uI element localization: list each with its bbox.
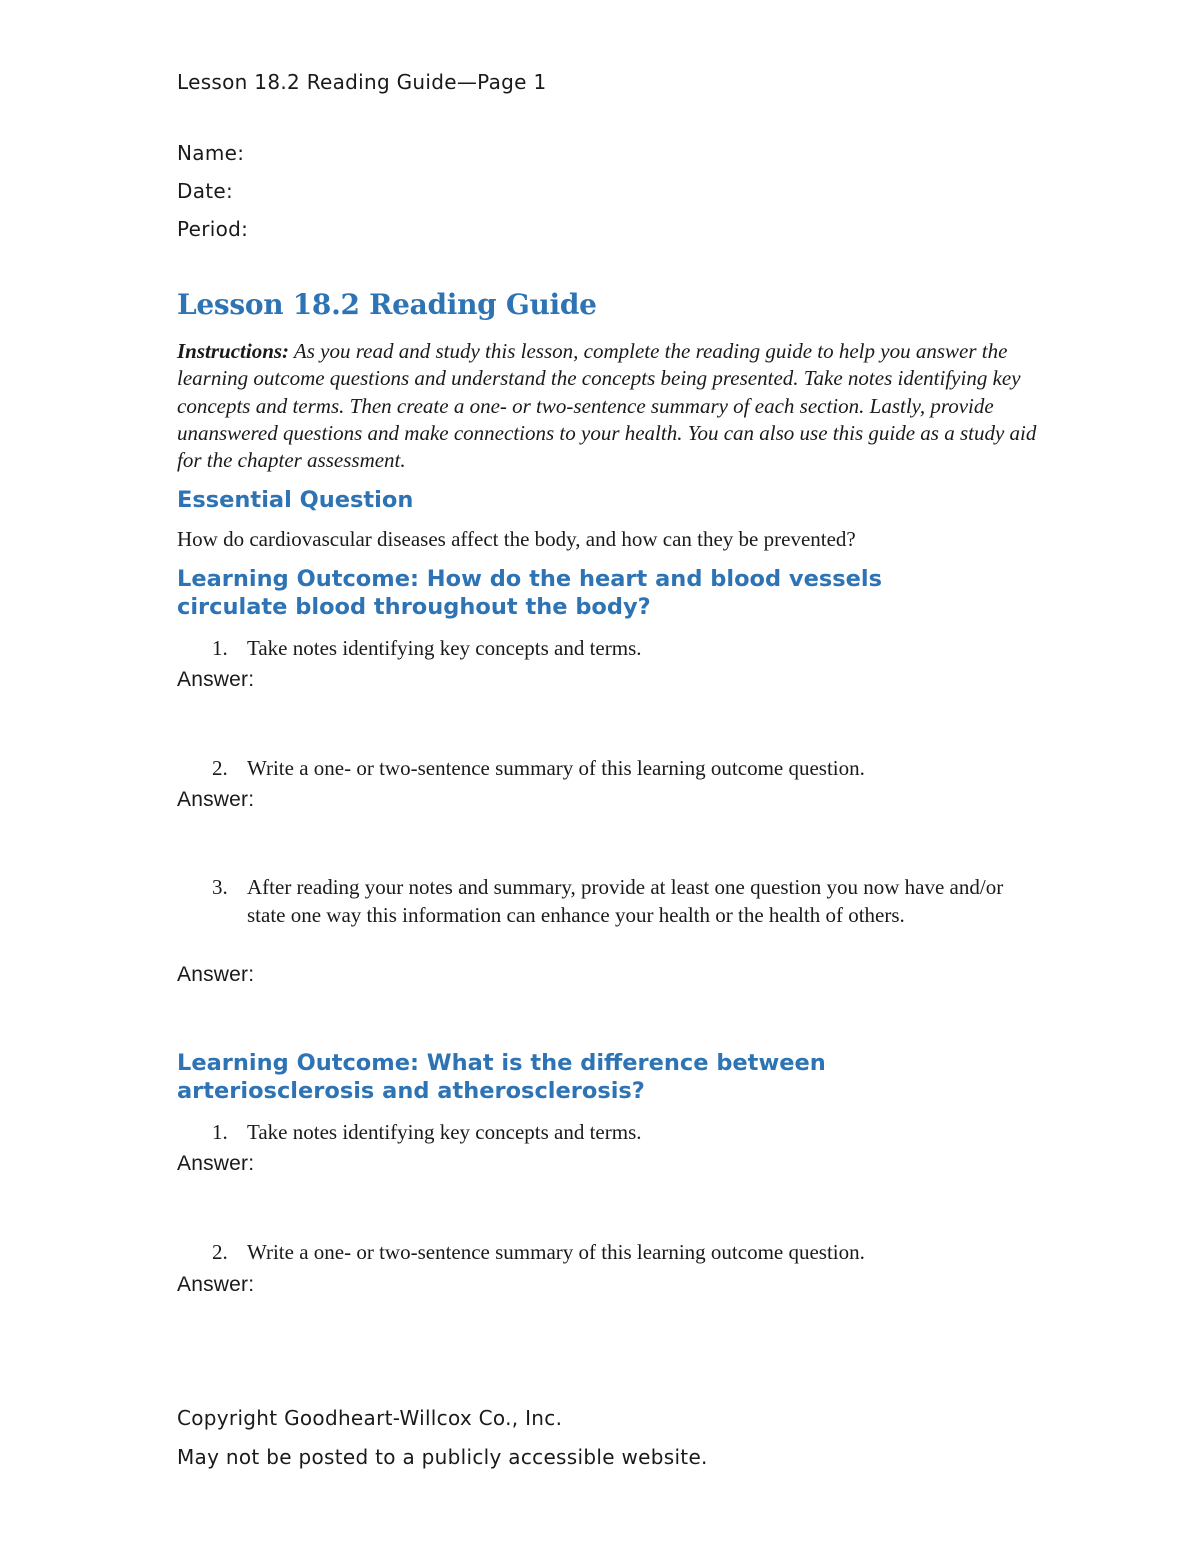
- instructions-paragraph: [177, 338, 1037, 474]
- list-item-text: Write a one- or two-sentence summary of this learning outcome question.: [247, 756, 865, 780]
- list-item-text: After reading your notes and summary, provide at least one question you now have and/or state one way this information can enhance your health or the health of others.: [247, 875, 1004, 927]
- list-item: [212, 1119, 1022, 1147]
- answer-label: Answer:: [177, 668, 255, 691]
- essential-question-heading: Essential Question: [177, 487, 414, 513]
- list-item-number: 1.: [212, 1120, 228, 1144]
- learning-outcome-2-heading-line1: Learning Outcome: What is the difference between: [177, 1050, 826, 1076]
- learning-outcome-2-heading-line2: arteriosclerosis and atherosclerosis?: [177, 1078, 645, 1104]
- instructions-lead: Instructions:: [177, 339, 290, 363]
- learning-outcome-1-heading-line2: circulate blood throughout the body?: [177, 594, 651, 620]
- answer-label: Answer:: [177, 1273, 255, 1296]
- period-field-label: Period:: [177, 217, 249, 241]
- list-item-number: 2.: [212, 756, 228, 780]
- list-item: [212, 1239, 1022, 1267]
- list-item: [212, 635, 1022, 663]
- list-item-text: Write a one- or two-sentence summary of this learning outcome question.: [247, 1240, 865, 1264]
- answer-label: Answer:: [177, 788, 255, 811]
- learning-outcome-1-heading-line1: Learning Outcome: How do the heart and blood vessels: [177, 566, 883, 592]
- answer-label: Answer:: [177, 963, 255, 986]
- copyright-notice: Copyright Goodheart-Willcox Co., Inc.: [177, 1406, 563, 1430]
- instructions-text: As you read and study this lesson, complete the reading guide to help you answer the learning outcome questions and understand the concepts being presented. Take notes identifying key concepts and terms. Then create a one- or two-sentence summary of each section. Lastly, provide unanswered questions and make connections to your health. You can also use this guide as a study aid for the chapter assessment.: [177, 339, 1037, 473]
- posting-restriction-notice: May not be posted to a publicly accessible website.: [177, 1445, 708, 1469]
- running-head: Lesson 18.2 Reading Guide—Page 1: [177, 70, 547, 94]
- list-item-number: 2.: [212, 1240, 228, 1264]
- list-item: [212, 755, 1022, 783]
- essential-question-text: How do cardiovascular diseases affect the body, and how can they be prevented?: [177, 527, 856, 551]
- page-title: Lesson 18.2 Reading Guide: [177, 288, 597, 321]
- list-item-number: 1.: [212, 636, 228, 660]
- date-field-label: Date:: [177, 179, 234, 203]
- list-item-text: Take notes identifying key concepts and terms.: [247, 636, 642, 660]
- list-item: [212, 874, 1022, 929]
- name-field-label: Name:: [177, 141, 245, 165]
- list-item-text: Take notes identifying key concepts and terms.: [247, 1120, 642, 1144]
- list-item-number: 3.: [212, 875, 228, 899]
- answer-label: Answer:: [177, 1152, 255, 1175]
